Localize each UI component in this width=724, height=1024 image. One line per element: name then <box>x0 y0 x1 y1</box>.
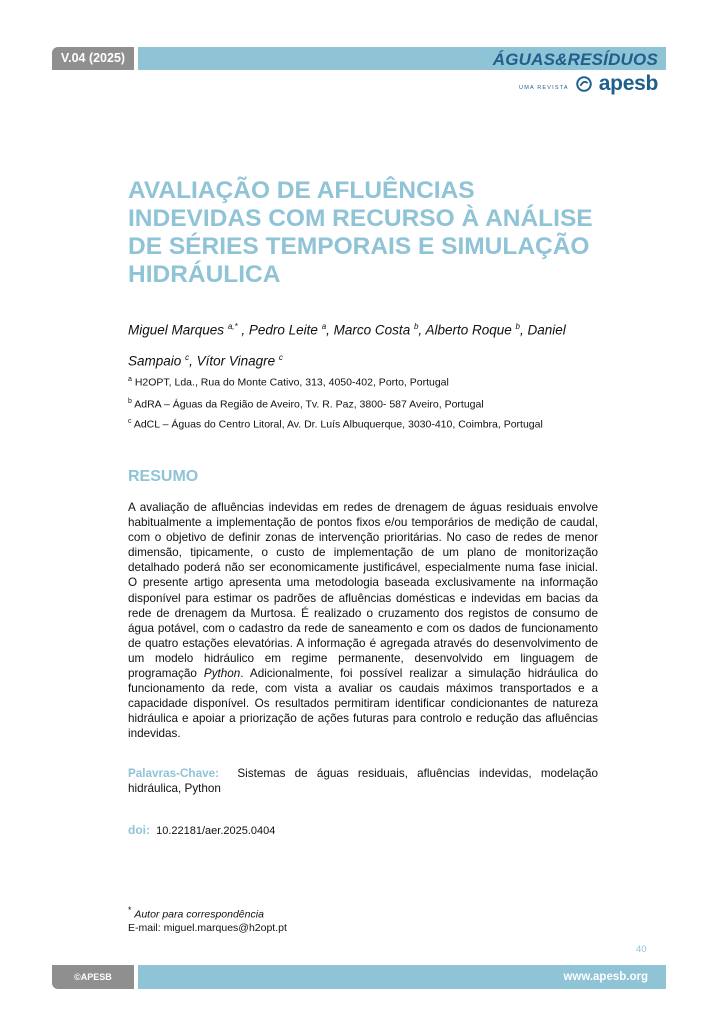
affiliation-marker: c <box>128 418 132 425</box>
page-number: 40 <box>636 944 647 955</box>
affiliation-text: AdCL – Águas do Centro Litoral, Av. Dr. Luís Albuquerque, 3030-410, Coimbra, Portugal <box>133 418 543 431</box>
apesb-swirl-icon <box>575 75 593 93</box>
affiliation-marker: a <box>128 376 132 383</box>
article-title: AVALIAÇÃO DE AFLUÊNCIAS INDEVIDAS COM RECURSO À ANÁLISE DE SÉRIES TEMPORAIS E SIMULAÇÃO HIDRÁULICA <box>128 177 593 288</box>
abstract-heading: RESUMO <box>128 468 199 485</box>
author-affiliation-marker: b <box>413 322 419 331</box>
author-name: Pedro Leite <box>248 322 318 338</box>
publisher-logo <box>519 74 658 94</box>
author-name: Alberto Roque <box>425 322 512 338</box>
author-separator: , <box>519 322 528 338</box>
author-name: Vítor Vinagre <box>196 353 276 368</box>
affiliation-marker: b <box>128 398 132 405</box>
website-link[interactable]: www.apesb.org <box>563 971 648 983</box>
abstract-body <box>128 500 598 742</box>
journal-brand: ÁGUAS&RESÍDUOS <box>492 50 658 69</box>
keywords-label: Palavras-Chave: <box>128 767 219 780</box>
author-separator: , <box>418 322 426 338</box>
doi <box>128 823 275 837</box>
abstract-text-continued: . Adicionalmente, foi possível realizar a simulação hidráulica do funcionamento da rede, com vista a avaliar os caudais máximos transportados e a capacidade disponível. Os resultados permitiram identificar condicionantes de natureza hidráulica e apoiar a priorização de ações futuras para controlo e redução das afluências indevidas. <box>128 667 598 741</box>
author-list <box>128 313 598 374</box>
brand-subtitle: UMA REVISTA <box>519 85 569 91</box>
doi-label: doi: <box>128 823 150 837</box>
author-affiliation-marker: a <box>321 322 327 331</box>
author-separator: , <box>326 322 334 338</box>
copyright-badge: ©APESB <box>52 965 134 989</box>
affiliation-a <box>128 376 449 389</box>
abstract-text: A avaliação de afluências indevidas em redes de drenagem de águas residuais envolve habitualmente a implementação de pontos fixos e/ou temporários de medição de caudal, com o objetivo de definir zonas de intervenção prioritárias. No caso de redes de menor dimensão, tipicamente, o custo de implementação de um plano de monitorização detalhado poderá não ser economicamente justificável, especialmente numa fase inicial. O presente artigo apresenta uma metodologia baseada exclusivamente na informação disponível para estimar os padrões de afluências domésticas e indevidas em bacias da rede de drenagem da Murtosa. É realizado o cruzamento dos registos de consumo de água potável, com o cadastro da rede de saneamento e com os dados de funcionamento de quatro estações elevatórias. A informação é agregada através do desenvolvimento de um modelo hidráulico em regime permanente, desenvolvido em linguagem de programação <box>128 501 598 681</box>
affiliation-text: AdRA – Águas da Região de Aveiro, Tv. R. Paz, 3800- 587 Aveiro, Portugal <box>134 398 484 411</box>
corr-marker: * <box>128 905 132 915</box>
author-affiliation-marker: a,* <box>227 322 238 331</box>
author-name: Marco Costa <box>333 322 411 338</box>
logo-text: apesb <box>598 72 658 95</box>
corresponding-author-note <box>128 904 287 935</box>
abstract-italic-term: Python <box>203 667 241 681</box>
author-affiliation-marker: c <box>185 352 190 362</box>
affiliation-text: H2OPT, Lda., Rua do Monte Cativo, 313, 4050-402, Porto, Portugal <box>134 376 449 389</box>
keywords-text: Sistemas de águas residuais, afluências indevidas, modelação hidráulica, Python <box>128 767 598 796</box>
author-affiliation-marker: b <box>515 322 520 331</box>
doi-link[interactable]: 10.22181/aer.2025.0404 <box>156 825 276 837</box>
author-name: Daniel Sampaio <box>128 322 566 368</box>
keywords <box>128 766 598 796</box>
affiliation-c <box>128 418 543 431</box>
author-separator: , <box>237 322 249 338</box>
author-separator: , <box>189 353 197 368</box>
author-affiliation-marker: c <box>278 352 283 362</box>
volume-badge: V.04 (2025) <box>52 47 134 70</box>
affiliation-b <box>128 398 484 411</box>
corr-label: Autor para correspondência <box>134 908 264 921</box>
corr-email[interactable]: E-mail: miguel.marques@h2opt.pt <box>128 921 287 934</box>
author-name: Miguel Marques <box>128 322 225 338</box>
